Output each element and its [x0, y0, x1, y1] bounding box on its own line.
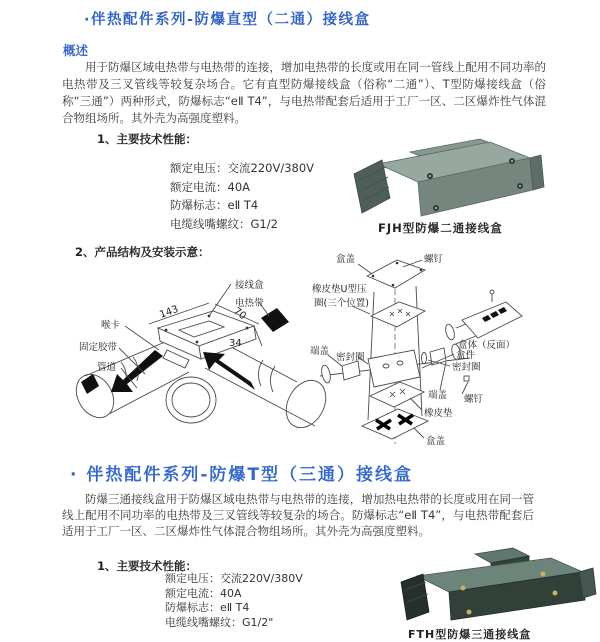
spec-row — [165, 601, 303, 616]
label-body-back: 盒体（反面） — [458, 340, 516, 351]
spec-label: 防爆标志： — [170, 198, 228, 212]
top-cover — [367, 260, 425, 288]
spec-label: 电缆线嘴螺纹： — [165, 615, 242, 629]
spec-row — [165, 587, 303, 602]
spec-value: G1/2" — [242, 615, 274, 629]
spec-row — [170, 196, 314, 215]
label-heat-band: 电热带 — [235, 298, 264, 309]
section1-specs-list — [170, 159, 314, 233]
spec-label: 额定电流： — [165, 586, 220, 600]
label-rubber-ring-2: 圈(三个位置) — [314, 298, 369, 309]
label-rubber-pad: 橡皮垫 — [424, 408, 453, 419]
label-hose-clamp: 喉卡 — [101, 320, 121, 331]
spec-row — [165, 572, 303, 587]
product-photo-fjh — [340, 134, 555, 226]
spec-row — [170, 215, 314, 234]
label-end-cap-right: 端盖 — [428, 390, 448, 401]
spec-label: 电缆线嘴螺纹： — [170, 216, 251, 231]
section3-title: · 伴热配件系列-防爆T型（三通）接线盒 — [70, 465, 414, 485]
spec-value: 40A — [227, 179, 251, 194]
spec-row — [170, 159, 314, 178]
label-seal-left: 密封圈 — [336, 352, 365, 363]
section1-title: ·伴热配件系列-防爆直型（二通）接线盒 — [84, 12, 371, 28]
label-fixing-tape: 固定胶带 — [79, 342, 118, 353]
spec-row — [165, 616, 303, 631]
section3-specs-list — [165, 572, 303, 630]
spec-value: 交流220V/380V — [220, 572, 303, 585]
section1-paragraph: 用于防爆区域电热带与电热带的连接，增加电热带的长度或用在同一管线上配用不同功率的电热带及三叉管线等较复杂场合。它有直型防爆接线盒（俗称“二通”）、T型防爆接线盒（俗称“三通”）两种形式，防爆标志“eⅡ T4”，与电热带配套后适用于工厂一区、二区爆炸性气体混合物组场所。其外壳为高强度塑料。 — [62, 60, 546, 125]
exploded-diagram — [310, 248, 540, 464]
label-screw-right: 螺钉 — [464, 394, 484, 405]
dim-34: 34 — [229, 338, 242, 349]
product-caption-fjh: FJH型防爆二通接线盒 — [378, 221, 503, 235]
fth-box-drawing — [401, 548, 596, 620]
spec-label: 额定电压： — [170, 161, 228, 175]
product-photo-fth — [393, 546, 598, 628]
section3-specs-heading: 1、主要技术性能： — [97, 559, 198, 573]
bottom-cover — [362, 409, 428, 439]
spec-value: eⅡ T4 — [227, 198, 259, 212]
label-pipe: 管道 — [97, 362, 117, 373]
spec-label: 防爆标志： — [165, 601, 220, 614]
label-body-part: 盒件 — [456, 350, 476, 361]
label-junction-box: 接线盒 — [235, 280, 264, 291]
spec-label: 额定电流： — [170, 179, 228, 194]
label-seal-right: 密封圈 — [452, 362, 481, 373]
dim-143: 143 — [158, 303, 180, 321]
overview-heading: 概述 — [63, 43, 89, 58]
section2-heading: 2、产品结构及安装示意： — [75, 245, 210, 259]
product-caption-fth: FTH型防爆三通接线盒 — [408, 628, 532, 641]
spec-label: 额定电压： — [165, 572, 220, 585]
spec-row — [170, 178, 314, 197]
label-cover-bottom: 盒盖 — [426, 436, 446, 447]
spec-value: 40A — [220, 586, 242, 600]
section1-specs-heading: 1、主要技术性能： — [97, 132, 198, 146]
install-diagram — [63, 266, 333, 460]
label-cover-top: 盒盖 — [336, 254, 356, 265]
label-rubber-ring-1: 橡皮垫U型压 — [312, 284, 367, 295]
fjh-box-drawing — [354, 139, 544, 216]
section3-paragraph: 防爆三通接线盒用于防爆区域电热带与电热带的连接，增加热电热带的长度或用在同一管线上配用不同功率的电热带及三叉管线等较复杂的场合。防爆标志“eⅡ T4”，与电热带配套后适用于工厂一区、二区爆炸性气体混合物组场所。其外壳为高强度塑料。 — [62, 492, 534, 538]
dim-70: 70 — [231, 305, 248, 323]
box-body-back — [444, 290, 522, 341]
label-end-cap-left: 端盖 — [310, 346, 330, 357]
spec-value: 交流220V/380V — [227, 161, 315, 175]
label-screw-top: 螺钉 — [424, 254, 444, 265]
spec-value: eⅡ T4 — [220, 601, 250, 614]
spec-value: G1/2 — [250, 216, 278, 231]
